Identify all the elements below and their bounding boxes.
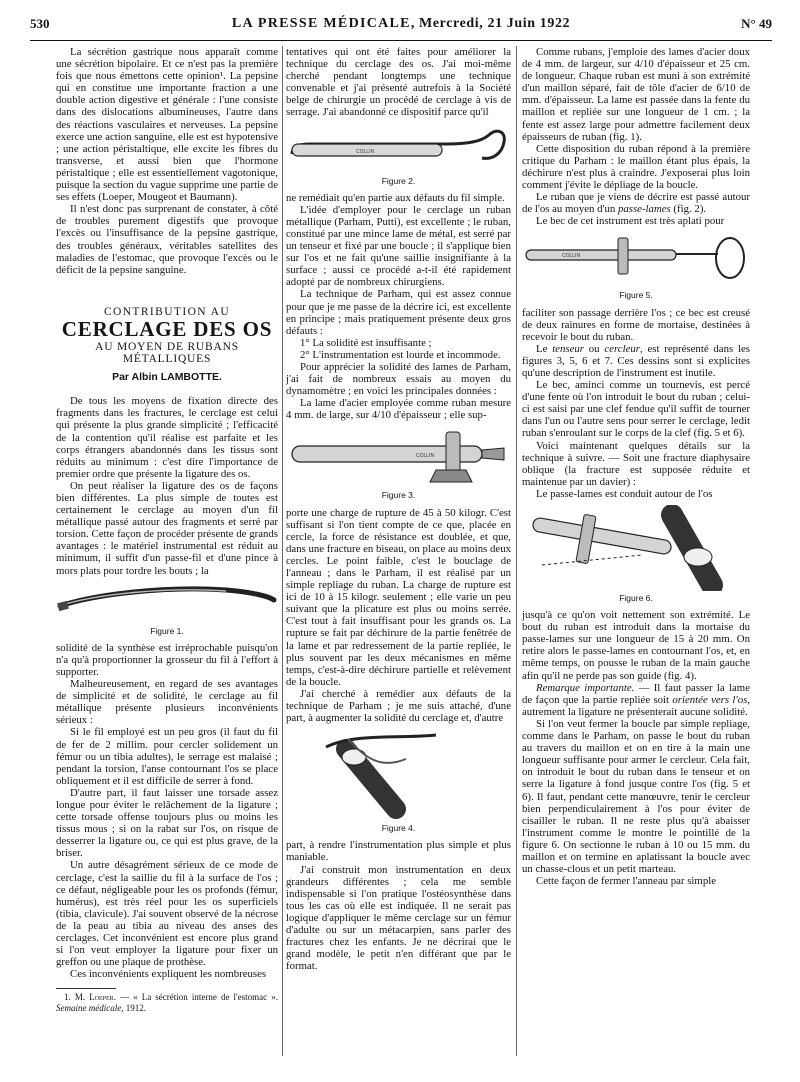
paragraph: solidité de la synthèse est irréprochable puisqu'on n'a qu'à proportionner la grosseur du fil à l'effort à supporter. — [56, 641, 278, 678]
paragraph: Un autre désagrément sérieux de ce mode de cerclage, c'est la saillie du fil à la surface de l'os ; ce défaut, négligeable pour les os profonds (fémur, humérus), est très réel pour les os superficiels (tibia, clavicule). J'ai souvent observé de la nécrose de la peau au tibia au niveau des anses des cerclages. Cet inconvénient est encore plus grand si l'on veut employer la ligature pour fixer un greffon ou une plaque de prothèse. — [56, 859, 278, 969]
issue-number: N° 49 — [741, 16, 772, 31]
paragraph: La lame d'acier employée comme ruban mesure 4 mm. de large, sur 4/10 d'épaisseur ; elle sup- — [286, 397, 511, 422]
paragraph — [522, 191, 750, 215]
figure-4-illustration — [286, 729, 511, 821]
footnote-number: 1. M. — [64, 992, 90, 1003]
paragraph: Si le fil employé est un peu gros (il faut du fil de fer de 2 millim. pour cercler solidement un fémur ou un tibia adultes), le serrage est malaisé ; pendant la torsion, l'anse contournant l'os se place obliquement et il est difficile de serrer à fond. — [56, 726, 278, 787]
article-heading — [56, 306, 278, 383]
text-run: ou — [583, 342, 605, 355]
figure-5-illustration — [522, 232, 750, 288]
paragraph: De tous les moyens de fixation directe des fragments dans les fractures, le cerclage est celui qui présente la plus grande simplicité ; l'efficacité de la contention qu'il réalise est parfaite et les corps étrangers abandonnés dans les tissus sont réduits au minimum : c'est dire l'importance de premier ordre que présente la ligature des os. — [56, 395, 278, 480]
paragraph: faciliter son passage derrière l'os ; ce bec est creusé de deux rainures en forme de mortaise, destinées à recevoir le bout du ruban. — [522, 306, 750, 343]
figure-3 — [286, 426, 511, 501]
article-title: CERCLAGE DES OS — [61, 316, 273, 341]
paragraph: porte une charge de rupture de 45 à 50 kilogr. C'est suffisant si l'on tient compte de ce que, placée en cercle, la force de résistance est doublée, et que, dans une fracture en biseau, on place au moins deux cercles. Le point faible, c'est le bouclage de l'anneau ; dans le Parham, il est réalisé par un simple repliage du ruban. La charge de rupture est ici de 10 à 15 kilogr. seulement ; elle varie un peu suivant que la plicature est plus ou moins serrée. C'est tout à fait insuffisant pour les grands os. La rupture se fait par déchirure de la partie fenêtrée de la lame et par redressement de la partie repliée, le plus souvent par les deux mécanismes en même temps, c'est-à-dire déchirure partielle et relèvement de la boucle. — [286, 506, 511, 688]
paragraph: Pour apprécier la solidité des lames de Parham, j'ai fait de nombreux essais au moyen du dynamomètre ; en voici les principales données : — [286, 360, 511, 398]
text-run: , est représenté dans les figures 3, 5, 6 et 7. Ces dessins sont si explicites qu'une description de l'instrument est inutile. — [522, 342, 750, 379]
figure-caption: Figure 1. — [150, 625, 184, 636]
paragraph: jusqu'à ce qu'on voit nettement son extrémité. Le bout du ruban est introduit dans la mortaise du passe-lames sur une longueur de 15 à 20 mm. On retire alors le passe-lames en contournant l'os, et, en même temps, on pousse le ruban de la main gauche afin qu'il ne perde pas son guide (fig. 4). — [522, 609, 750, 682]
paragraph: On peut réaliser la ligature des os de façons bien différentes. La plus simple de toutes est certainement le cerclage au moyen d'un fil métallique passé autour des fragments et serré par torsion. Cette façon de procéder présente de grands avantages : le matériel instrumental est réduit au minimum, il suffit d'un passe-fil et d'une pince à mors plats pour tordre les bouts ; la — [56, 479, 278, 577]
paragraph: Il n'est donc pas surprenant de constater, à côté de troubles purement digestifs que provoque l'excès ou l'insuffisance de la pepsine gastrique, des troubles généraux, véritables satellites des maladies de l'estomac, que provoque l'excès ou le déficit de la pepsine sanguine. — [56, 203, 278, 276]
article-subtitle: AU MOYEN DE RUBANS MÉTALLIQUES — [95, 340, 239, 366]
column-divider — [516, 46, 517, 1056]
figure-caption: Figure 2. — [381, 175, 416, 186]
column-2 — [286, 46, 511, 972]
text-run: Le ruban que je viens de décrire est passé autour de l'os au moyen d'un — [522, 191, 750, 216]
engraving-mark: COLLIN — [562, 253, 581, 260]
paragraph: La sécrétion gastrique nous apparaît comme une sécrétion bipolaire. Et ce n'est pas la première fois que nous émettons cette opinion¹. La pepsine qui en constitue une importante fraction a une double action digestive et générale : l'une consiste dans des dislocations albumineuses, l'autre dans des réactions vasculaires et nerveuses. La pepsine exerce une action sanguine, elle est est hypotensive ; une action péristaltique, elle excite les fibres du transverse, et aussi bien que l'hormone péristaltique ; elle est essentiellement vagotonique, puisque la section du vague supprime une partie de ses effets (Loeper, Mougeot et Baumann). — [56, 46, 278, 204]
figure-5 — [522, 232, 750, 301]
paragraph: part, à rendre l'instrumentation plus simple et plus maniable. — [286, 839, 511, 864]
paragraph: 1° La solidité est insuffisante ; — [300, 336, 432, 349]
paragraph: Voici maintenant quelques détails sur la technique à suivre. — Soit une fracture diaphysaire oblique (la fracture est supposée réduite et maintenue par un davier) : — [522, 439, 750, 488]
text-run: — Il faut passer la lame de façon que la partie repliée soit — [522, 681, 750, 706]
figure-2 — [286, 124, 511, 187]
paragraph: J'ai construit mon instrumentation en deux grandeurs différentes ; cela me semble indispensable si l'on pratique l'ostéosynthèse dans tous les cas où elle est indiquée. Il ne serait pas logique d'appliquer le même cerclage sur un fémur d'adulte ou sur un métacarpien, sans parler des fractures chez les enfants. Je ne décrirai que le grand modèle, le petit n'en différant que par le format. — [286, 863, 511, 973]
figure-6 — [522, 505, 750, 604]
figure-4 — [286, 729, 511, 834]
paragraph: tentatives qui ont été faites pour améliorer la technique du cerclage des os. J'ai moi-même cherché pendant longtemps une technique convenable et j'ai présenté autrefois à la Société belge de chirurgie un procédé de cerclage à vis de serrage. J'ai abandonné ce dispositif parce qu'il — [286, 46, 511, 119]
remark-label: Remarque importante. — [536, 681, 635, 694]
paragraph: D'autre part, il faut laisser une torsade assez longue pour éviter le relâchement de la ligature ; cette torsade offense toujours plus ou moins les tissus mous ; si on la rabat sur l'os, on risque de desserrer la ligature ou, ce qui est plus grave, de la briser. — [56, 786, 278, 860]
paragraph: Le bec, aminci comme un tournevis, est percé d'une fente où l'on introduit le bout du ruban ; celui-ci est saisi par une clef fendue qu'il suffit de tourner dans l'un ou l'autre sens pour serrer le cerclage, ledit ruban s'enroulant sur le corps de la clef (fig. 5 et 6). — [522, 379, 750, 440]
running-head — [30, 16, 772, 40]
paragraph: Cette façon de fermer l'anneau par simple — [536, 875, 717, 888]
column-divider — [282, 46, 283, 1056]
article-kicker: CONTRIBUTION AU — [103, 305, 231, 318]
issue-date: , Mercredi, 21 Juin 1922 — [410, 16, 571, 31]
term-passe-lames: passe-lames — [617, 203, 671, 216]
text-run: Le — [536, 342, 553, 355]
paragraph: Le passe-lames est conduit autour de l'os — [536, 487, 713, 500]
header-rule — [30, 40, 772, 41]
paragraph: La technique de Parham, qui est assez connue pour que je me passe de la décrire ici, est excellente en principe ; mais pratiquement présente deux gros défauts : — [286, 288, 511, 337]
paragraph: ne remédiait qu'en partie aux défauts du fil simple. — [286, 191, 505, 204]
paragraph: Ces inconvénients expliquent les nombreuses — [70, 968, 267, 981]
text-run: , autrement la ligature ne présenterait aucune solidité. — [522, 693, 750, 718]
column-1 — [56, 46, 278, 1013]
text-run: (fig. 2). — [670, 203, 707, 216]
term-tenseur: tenseur — [552, 342, 584, 355]
footnote — [56, 992, 278, 1013]
figure-1-illustration — [56, 582, 278, 624]
paragraph: Le bec de cet instrument est très aplati pour — [536, 215, 725, 228]
paragraph: J'ai cherché à remédier aux défauts de la technique de Parham ; je me suis attaché, d'une part, à augmenter la solidité du cerclage et, d'autre — [286, 687, 511, 725]
page-number: 530 — [30, 16, 50, 31]
paragraph: Comme rubans, j'emploie des lames d'acier doux de 4 mm. de largeur, sur 4/10 d'épaisseur et 25 cm. de longueur. Chaque ruban est muni à son extrémité d'un maillon séparé, fait de tôle d'acier de 6/10 de mm. d'épaisseur. La lame est passée dans la fente du maillon et repliée sur une longueur de 1 cm. ; la fente est assez large pour admettre facilement deux épaisseurs de ruban (fig. 1). — [522, 46, 750, 143]
figure-3-illustration — [286, 426, 511, 488]
footnote-year: , 1912. — [121, 1002, 146, 1013]
author-name: Albin LAMBOTTE. — [131, 371, 222, 384]
remark-emphasis: orientée vers l'os — [672, 693, 748, 706]
paragraph: L'idée d'employer pour le cerclage un ruban métallique (Parham, Putti), est excellente ; le ruban, constitué par une mince lame de métal, est serré par un tenseur et fixé par une boucle ; il s'applique bien sur l'os et ne fait qu'une saillie insignifiante à la surface ; aussi ce procédé a-t-il été rapidement adopté par de nombreux chirurgiens. — [286, 203, 511, 289]
engraving-mark: COLLIN — [356, 148, 375, 155]
footnote-rule — [56, 988, 116, 989]
footnote-journal: Semaine médicale — [56, 1002, 122, 1013]
byline — [56, 371, 278, 383]
paragraph — [522, 682, 750, 718]
term-cercleur: cercleur — [604, 342, 640, 355]
paragraph: Si l'on veut fermer la boucle par simple repliage, comme dans le Parham, on passe le bout du ruban au travers du maillon et on en tire à la main une longueur suffisante pour armer le cercleur. Cela fait, on introduit le bout du ruban dans le tenseur et on serre la ligature à fond jusque contre l'os (fig. 5 et 6). Il faut, pendant cette manœuvre, tenir le cercleur bien perpendiculairement à l'os pour éviter de cisailler le ruban. Il ne reste plus qu'à abaisser l'instrument comme le montre le pointillé de la figure 6. On sectionne le ruban à 10 ou 15 mm. du maillon et on termine en aplatissant la boucle avec un chasse-clous et un petit marteau. — [522, 717, 750, 876]
footnote-author: Loeper — [89, 992, 114, 1003]
footnote-title: . — « La sécrétion interne de l'estomac ». — [113, 992, 278, 1003]
figure-6-illustration — [522, 505, 750, 591]
paragraph: 2° L'instrumentation est lourde et incommode. — [300, 348, 501, 361]
figure-caption: Figure 6. — [619, 593, 653, 603]
paragraph: Malheureusement, en regard de ses avantages de simplicité et de solidité, le cerclage au fil métallique présente plusieurs inconvénients sérieux : — [56, 678, 278, 727]
figure-caption: Figure 4. — [381, 823, 416, 834]
masthead — [30, 16, 772, 32]
byline-prefix: Par — [112, 371, 132, 384]
figure-1 — [56, 582, 278, 637]
journal-name: LA PRESSE MÉDICALE — [231, 16, 411, 31]
paragraph: Cette disposition du ruban répond à la première critique du Parham : le maillon étant plus épais, la déchirure n'est plus à craindre. J'exposerai plus loin comment j'évite le dépliage de la boucle. — [522, 142, 750, 192]
paragraph — [522, 343, 750, 379]
figure-2-illustration — [286, 124, 511, 174]
engraving-mark: COLLIN — [416, 453, 435, 460]
figure-caption: Figure 5. — [619, 290, 653, 301]
figure-caption: Figure 3. — [381, 490, 416, 501]
column-3 — [522, 46, 750, 887]
